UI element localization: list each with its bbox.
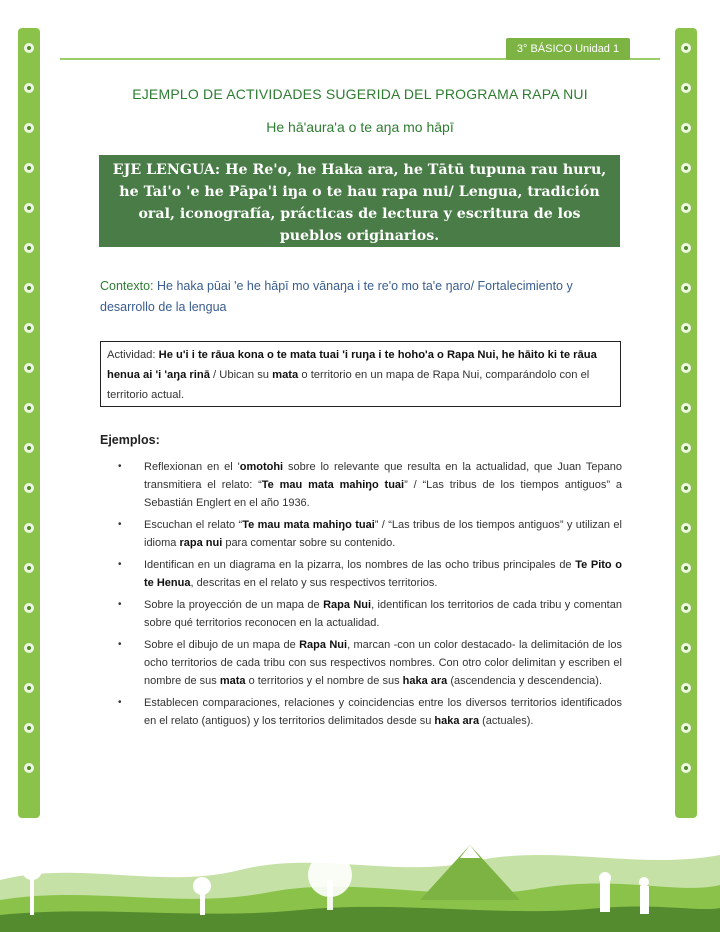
bullet-icon: • [118, 461, 122, 472]
eje-box [99, 155, 620, 247]
ejemplo-text: , identifican los territorios de cada tribu y comentan sobre qué territorios reconocen en la actualidad. [144, 599, 622, 629]
ejemplos-heading: Ejemplos: [100, 433, 160, 447]
ejemplo-text: (ascendencia y descendencia). [447, 675, 603, 687]
decorative-border-right [675, 28, 697, 818]
page-subtitle: He hā'aura'a o te aŋa mo hāpī [266, 119, 454, 135]
eje-text: EJE LENGUA: He Re'o, he Haka ara, he Tātū tupuna rau huru, he Tai'o 'e he Pāpa'i iŋa o te hau rapa nui/ Lengua, tradición oral, iconografía, prácticas de lectura y escritura de los pueblos originarios. [112, 162, 607, 244]
bullet-icon: • [118, 697, 122, 708]
ejemplo-text: Establecen comparaciones, relaciones y coincidencias entre los diversos territorios identificados en el relato (antiguos) y los territorios delimitados desde su [144, 697, 622, 727]
actividad-box [100, 341, 621, 407]
ejemplo-bold-term: Te mau mata mahiŋo tuai [261, 479, 405, 491]
ejemplo-item [100, 516, 622, 552]
ejemplo-text: sobre lo relevante que resulta en la actualidad, que Juan Tepano transmitiera el relato: “ [144, 461, 622, 491]
bullet-icon: • [118, 559, 122, 570]
ejemplo-bold-term: Rapa Nui [299, 639, 348, 651]
actividad-rapanui-text: He u'i i te rāua kona o te mata tuai 'i ruŋa i te hoho'a o Rapa Nui, he hāito ki te rāua henua ai 'i 'aŋa rinā [107, 349, 597, 381]
contexto-label: Contexto: [100, 279, 154, 293]
decorative-border-left [18, 28, 40, 818]
ejemplo-text: , descritas en el relato y sus respectivos territorios. [190, 577, 438, 589]
actividad-spanish-bold: mata [272, 369, 299, 381]
ejemplo-item [100, 694, 622, 730]
ejemplo-item [100, 458, 622, 512]
ejemplo-text: o territorios y el nombre de sus [245, 675, 403, 687]
actividad-spanish-post: o territorio en un mapa de Rapa Nui, comparándolo con el territorio actual. [107, 369, 590, 401]
actividad-spanish-pre: / Ubican su [209, 369, 273, 381]
ejemplo-text: para comentar sobre su contenido. [222, 537, 396, 549]
ejemplo-text: (actuales). [479, 715, 534, 727]
bullet-icon: • [118, 639, 122, 650]
contexto-paragraph [100, 276, 620, 318]
ejemplo-bold-term: mata [219, 675, 246, 687]
ejemplo-item [100, 596, 622, 632]
ejemplo-bold-term: Te mau mata mahiŋo tuai [242, 519, 375, 531]
footer-landscape-illustration [0, 820, 720, 932]
grade-unit-badge: 3° BÁSICO Unidad 1 [506, 38, 630, 60]
ejemplo-text: Sobre la proyección de un mapa de [144, 599, 324, 611]
page-title: EJEMPLO DE ACTIVIDADES SUGERIDA DEL PROGRAMA RAPA NUI [132, 86, 588, 102]
bullet-icon: • [118, 599, 122, 610]
ejemplo-text: Escuchan el relato “ [144, 519, 243, 531]
ejemplo-text: Sobre el dibujo de un mapa de [144, 639, 300, 651]
ejemplo-text: , marcan -con un color destacado- la delimitación de los ocho territorios de cada tribu con sus respectivos nombres. Con otro color delimitan y escriben el nombre de sus [144, 639, 622, 687]
ejemplo-item [100, 636, 622, 690]
ejemplo-text: ” / “Las tribus de los tiempos antiguos” y utilizan el idioma [144, 519, 622, 549]
ejemplo-bold-term: omotohi [239, 461, 284, 473]
ejemplo-bold-term: rapa nui [179, 537, 223, 549]
actividad-label: Actividad: [107, 349, 159, 361]
ejemplo-text: Reflexionan en el ' [144, 461, 240, 473]
ejemplo-item [100, 556, 622, 592]
ejemplo-bold-term: haka ara [434, 715, 480, 727]
ejemplo-bold-term: haka ara [402, 675, 448, 687]
contexto-text: He haka pūai 'e he hāpī mo vānaŋa i te re'o mo ta'e ŋaro/ Fortalecimiento y desarrollo de la lengua [100, 279, 573, 314]
ejemplo-text: Identifican en un diagrama en la pizarra, los nombres de las ocho tribus principales de [144, 559, 576, 571]
ejemplo-text: ” / “Las tribus de los tiempos antiguos” a Sebastián Englert en el año 1936. [144, 479, 622, 509]
ejemplo-bold-term: Te Pito o te Henua [144, 559, 622, 589]
bullet-icon: • [118, 519, 122, 530]
ejemplo-bold-term: Rapa Nui [323, 599, 372, 611]
ejemplos-list [100, 458, 622, 734]
